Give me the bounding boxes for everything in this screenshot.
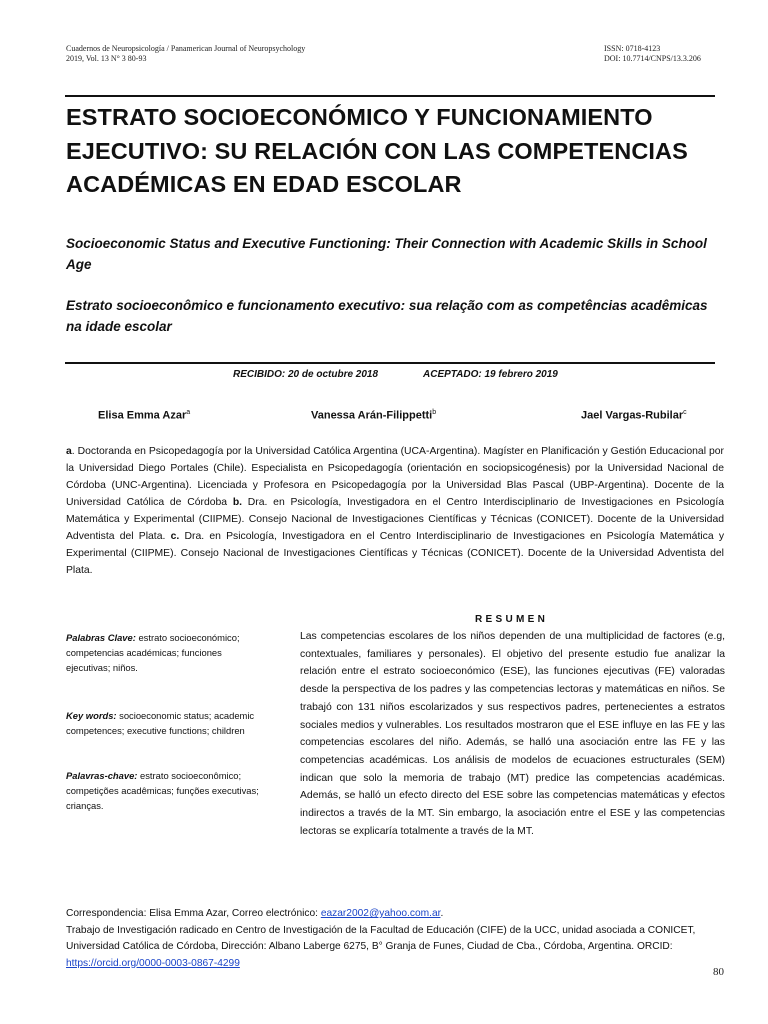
author-3 <box>581 409 687 422</box>
abstract-text: Las competencias escolares de los niños dependen de una multiplicidad de factores (e.g, contextuales, familiares y personales). El objetivo del presente estudio fue analizar la relación entre el estrato socioeconómico (ESE), las funciones ejecutivas (FE) valoradas desde la perspectiva de los padres y las competencias lectoras y matemáticas en niños. Se trabajó con 131 niños escolarizados y sus respectivos padres, pertenecientes a estratos sociales medios y vulnerables. Los resultados mostraron que el ESE influye en las FE y las competencias escolares del niño. Además, se halló una asociación entre las FE y las competencias académicas. Los análisis de modelos de ecuaciones estructurales (SEM) indican que solo la memoria de trabajo (MT) predice las competencias académicas. Además, se halló un efecto directo del ESE sobre las competencias matemáticas y efectos indirectos a través de la MT. Sin embargo, la asociación entre el ESE y las competencias lectoras se explicaría totalmente a través de la MT. <box>300 631 725 837</box>
affiliation-a-text: . Doctoranda en Psicopedagogía por la Universidad Católica Argentina (UCA-Argentina). Magíster en Planificación y Gestión Educacional por la Universidad Diego Portales (Chile). Especialista en Psicopedagogía (orientación en sociopsicogénesis) por la Universidad Nacional de Córdoba (UNC-Argentina). Licenciada y Profesora en Psicopedagogía por la Universidad Blas Pascal (UBP-Argentina). Docente de la Universidad Católica de Córdoba <box>66 446 724 508</box>
email-link[interactable]: eazar2002@yahoo.com.ar <box>320 908 441 919</box>
author-name: Elisa Emma Azar <box>98 409 187 422</box>
article-title-english: Socioeconomic Status and Executive Functioning: Their Connection with Academic Skills in School Age <box>66 236 707 272</box>
keywords-label: Palavras-chave: <box>66 770 138 781</box>
keywords-portuguese <box>66 768 266 813</box>
accepted-date: ACEPTADO: 19 febrero 2019 <box>423 369 558 380</box>
author-1 <box>98 409 190 422</box>
email-suffix: . <box>440 908 444 919</box>
correspondence-prefix: Correspondencia: Elisa Emma Azar, Correo electrónico: <box>66 908 321 919</box>
keywords-spanish <box>66 630 266 675</box>
keywords-text: socioeconomic status; academic competences; executive functions; children <box>66 710 255 736</box>
affiliation-b-text: Dra. en Psicología, Investigadora en el Centro Interdisciplinario de Investigaciones en Psicología Matemática y Experimental (CIIPME). Consejo Nacional de Investigaciones Científicas y Técnicas (CONICET). Docente de la Universidad Adventista del Plata. <box>66 497 724 542</box>
journal-doi: DOI: 10.7714/CNPS/13.3.206 <box>604 54 701 63</box>
author-name: Jael Vargas-Rubilar <box>581 409 684 422</box>
page-number: 80 <box>713 966 724 978</box>
journal-name: Cuadernos de Neuropsicología / Panamerican Journal of Neuropsychology <box>66 44 306 53</box>
affiliation-a-label: a <box>66 446 72 457</box>
journal-volume: 2019, Vol. 13 N° 3 80-93 <box>66 54 147 63</box>
affiliations <box>66 443 724 579</box>
author-2 <box>311 409 436 422</box>
keywords-label: Key words: <box>66 710 117 721</box>
affiliation-b-label: b. <box>232 497 243 508</box>
author-mark: c <box>683 409 687 416</box>
affiliation-c-text: Dra. en Psicología, Investigadora en el Centro Interdisciplinario de Investigaciones en Psicología Matemática y Experimental (CIIPME). Consejo Nacional de Investigaciones Científicas y Técnicas (CONICET). Docente de la Universidad Adventista del Plata. <box>66 531 725 576</box>
abstract-heading: RESUMEN <box>475 614 549 625</box>
affiliation-c-label: c. <box>170 531 180 542</box>
article-title: ESTRATO SOCIOECONÓMICO Y FUNCIONAMIENTO EJECUTIVO: SU RELACIÓN CON LAS COMPETENCIAS ACADÉMICAS EN EDAD ESCOLAR <box>66 104 688 197</box>
keywords-text: estrato socioeconómico; competencias académicas; funciones ejecutivas; niños. <box>66 632 240 673</box>
keywords-label: Palabras Clave: <box>66 632 136 643</box>
author-mark: a <box>186 409 191 416</box>
article-title-portuguese: Estrato socioeconômico e funcionamento executivo: sua relação com as competências acadêmicas na idade escolar <box>66 298 708 334</box>
keywords-english <box>66 708 266 738</box>
journal-issn: ISSN: 0718-4123 <box>604 44 661 53</box>
keywords-text: estrato socioeconômico; competições acadêmicas; funções executivas; crianças. <box>66 770 259 811</box>
title-top-rule <box>65 95 715 97</box>
author-name: Vanessa Arán-Filippetti <box>311 409 433 422</box>
orcid-link[interactable]: https://orcid.org/0000-0003-0867-4299 <box>66 957 240 969</box>
funding-note: Trabajo de Investigación radicado en Centro de Investigación de la Facultad de Educación (CIFE) de la UCC, unidad asociada a CONICET, Universidad Católica de Córdoba, Dirección: Albano Laberge 6275, B° Granja de Funes, Ciudad de Cba., Córdoba, Argentina. ORCID: <box>66 924 696 952</box>
author-mark: b <box>432 409 437 416</box>
received-date: RECIBIDO: 20 de octubre 2018 <box>233 369 379 380</box>
correspondence <box>66 906 726 972</box>
title-bottom-rule <box>65 362 715 364</box>
